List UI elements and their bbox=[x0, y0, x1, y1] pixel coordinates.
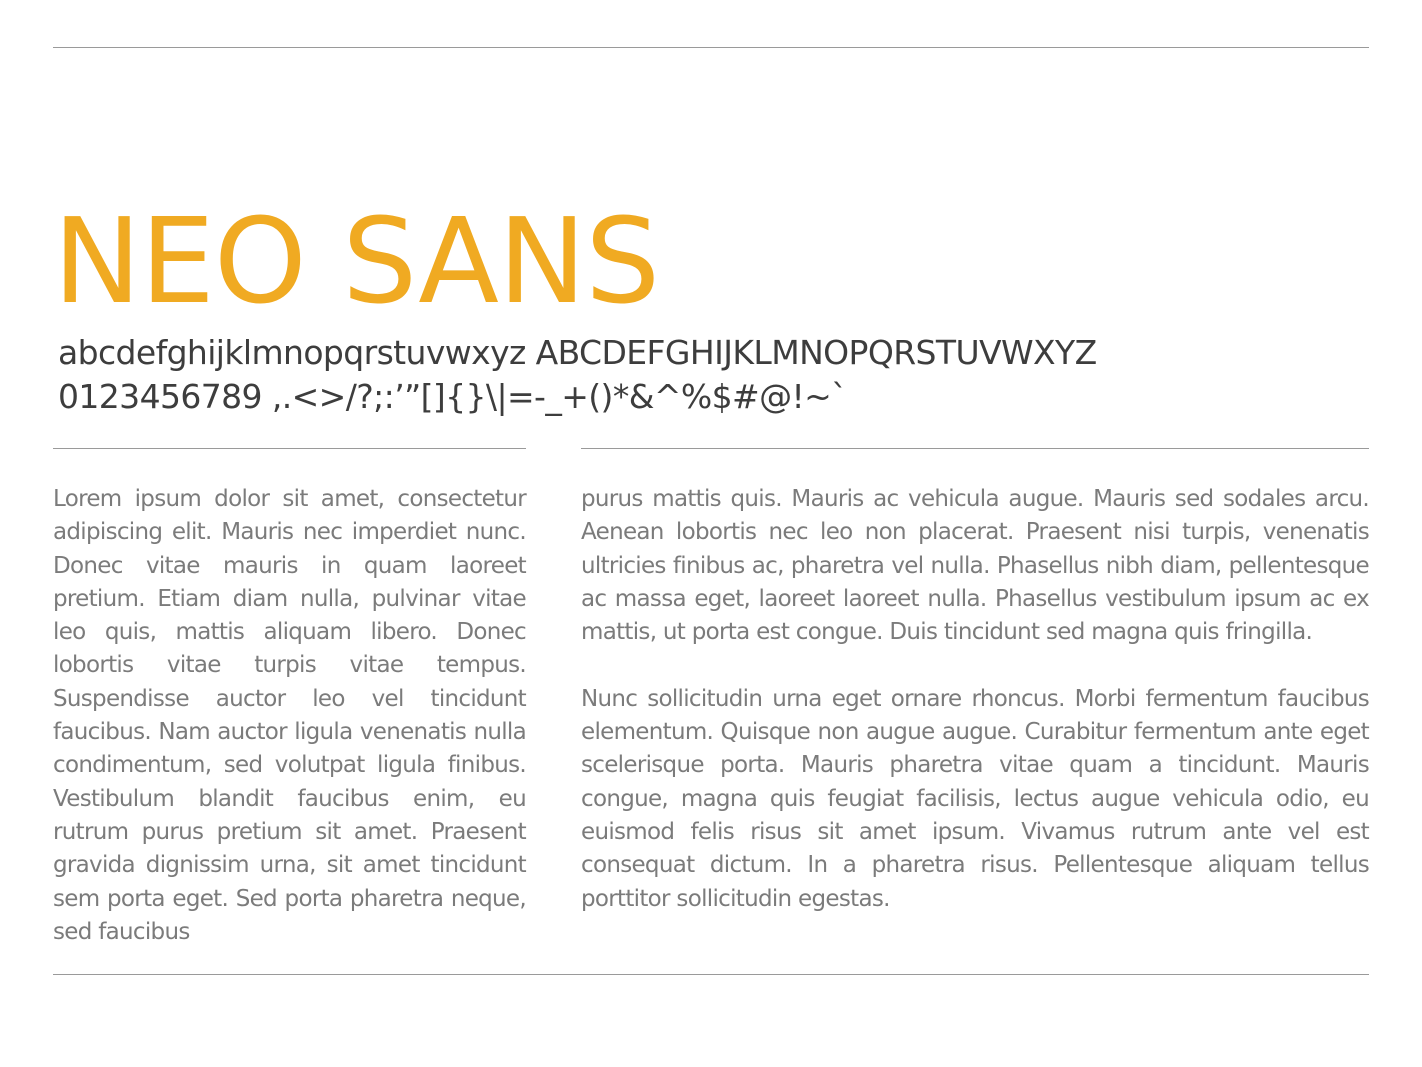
right-text-column bbox=[581, 483, 1369, 916]
body-paragraph: purus mattis quis. Mauris ac vehicula augue. Mauris sed sodales arcu. Aenean lobortis nec leo non placerat. Praesent nisi turpis, venenatis ultricies finibus ac, pharetra vel nulla. Phasellus nibh diam, pellentesque ac massa eget, laoreet laoreet nulla. Phasellus vestibulum ipsum ac ex mattis, ut porta est congue. Duis tincidunt sed magna quis fringilla. bbox=[581, 486, 1369, 646]
font-name-title: NEO SANS bbox=[53, 192, 660, 330]
top-divider bbox=[53, 47, 1369, 48]
right-column-divider bbox=[581, 448, 1369, 449]
left-text-column bbox=[53, 483, 526, 949]
body-paragraph: Lorem ipsum dolor sit amet, consectetur adipiscing elit. Mauris nec imperdiet nunc. Donec vitae mauris in quam laoreet pretium. Etiam diam nulla, pulvinar vitae leo quis, mattis aliquam libero. Donec lobortis vitae turpis vitae tempus. Suspendisse auctor leo vel tincidunt faucibus. Nam auctor ligula venenatis nulla condimentum, sed volutpat ligula finibus. Vestibulum blandit faucibus enim, eu rutrum purus pretium sit amet. Praesent gravida dignissim urna, sit amet tincidunt sem porta eget. Sed porta pharetra neque, sed faucibus bbox=[53, 486, 526, 945]
numerals-symbols-specimen: 0123456789 ,.<>/?;:’”[]{}\|=-_+()*&^%$#@!~` bbox=[58, 377, 848, 416]
bottom-divider bbox=[53, 974, 1369, 975]
body-paragraph: Nunc sollicitudin urna eget ornare rhoncus. Morbi fermentum faucibus elementum. Quisque non augue augue. Curabitur fermentum ante eget scelerisque porta. Mauris pharetra vitae quam a tincidunt. Mauris congue, magna quis feugiat facilisis, lectus augue vehicula odio, eu euismod felis risus sit amet ipsum. Vivamus rutrum ante vel est consequat dictum. In a pharetra risus. Pellentesque aliquam tellus porttitor sollicitudin egestas. bbox=[581, 685, 1369, 912]
alphabet-specimen: abcdefghijklmnopqrstuvwxyz ABCDEFGHIJKLMNOPQRSTUVWXYZ bbox=[58, 333, 1097, 372]
left-column-divider bbox=[53, 448, 526, 449]
